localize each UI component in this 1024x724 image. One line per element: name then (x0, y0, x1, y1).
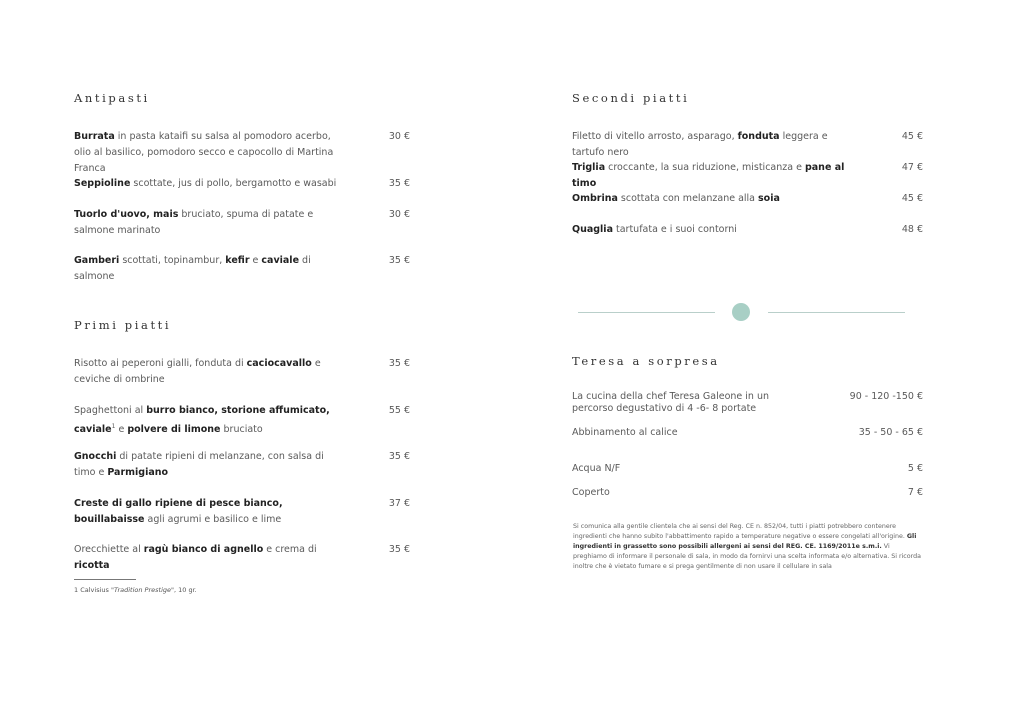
sorpresa-title: Teresa a sorpresa (572, 354, 720, 368)
allergen-disclaimer: Si comunica alla gentile clientela che ai sensi del Reg. CE n. 852/04, tutti i piatti potrebbero contenere ingredienti che hanno subito l'abbattimento rapido a temperature negative o essere congelati all'origine. Gli ingredienti in grassetto sono possibili allergeni ai sensi del REG. CE. 1169/2011e s.m.i. Vi preghiamo di informare il personale di sala, in modo da fornirvi una scelta informata e/o alternativa. Si ricorda inoltre che è vietato fumare e si prega gentilmente di non usare il cellulare in sala (573, 523, 921, 570)
item-price: 55 € (388, 405, 410, 416)
menu-item (572, 191, 924, 207)
item-description: Gamberi scottati, topinambur, kefir e caviale di salmone (74, 255, 311, 282)
item-description: Gnocchi di patate ripieni di melanzane, con salsa di timo e Parmigiano (74, 451, 324, 478)
item-price: 47 € (901, 162, 923, 173)
item-description: Acqua N/F (572, 463, 621, 474)
item-description: Quaglia tartufata e i suoi contorni (572, 224, 737, 235)
menu-item (74, 542, 414, 574)
item-price: 35 € (388, 358, 410, 369)
menu-item (572, 222, 924, 238)
item-description: Burrata in pasta kataifi su salsa al pomodoro acerbo, olio al basilico, pomodoro secco e capocollo di Martina Franca (74, 131, 334, 174)
item-price: 35 € (388, 255, 410, 266)
item-description: Risotto ai peperoni gialli, fonduta di caciocavallo e ceviche di ombrine (74, 358, 321, 385)
footnote: 1 Calvisius "Tradition Prestige", 10 gr. (74, 586, 197, 594)
footnote-divider (74, 579, 136, 580)
menu-item (74, 496, 414, 528)
menu-item (572, 461, 924, 477)
item-price: 35 € (388, 544, 410, 555)
item-price: 30 € (388, 131, 410, 142)
menu-item (572, 129, 924, 161)
menu-item (74, 403, 414, 438)
item-price: 5 € (907, 463, 923, 474)
menu-item (74, 176, 414, 192)
menu-item (572, 425, 924, 441)
menu-item (74, 449, 414, 481)
item-description: Triglia croccante, la sua riduzione, misticanza e pane al timo (572, 162, 845, 189)
menu-item (74, 207, 414, 239)
menu-item (572, 160, 924, 192)
item-price: 35 € (388, 451, 410, 462)
item-description: Filetto di vitello arrosto, asparago, fonduta leggera e tartufo nero (572, 131, 828, 158)
item-price: 37 € (388, 498, 410, 509)
item-price: 30 € (388, 209, 410, 220)
secondi-title: Secondi piatti (572, 91, 690, 105)
menu-item (74, 253, 414, 285)
antipasti-title: Antipasti (74, 91, 150, 105)
item-description: Coperto (572, 487, 610, 498)
item-description: Spaghettoni al burro bianco, storione affumicato, caviale$^1$ e polvere di limone bruciato (74, 405, 330, 436)
item-price: 7 € (907, 487, 923, 498)
menu-item (74, 356, 414, 388)
item-description: La cucina della chef Teresa Galeone in un percorso degustativo di 4 -6- 8 portate (572, 391, 770, 414)
item-description: Orecchiette al ragù bianco di agnello e crema di ricotta (74, 544, 317, 571)
divider-line-left (578, 312, 715, 313)
primi-title: Primi piatti (74, 318, 172, 332)
item-description: Ombrina scottata con melanzane alla soia (572, 193, 780, 204)
item-description: Tuorlo d'uovo, mais bruciato, spuma di patate e salmone marinato (74, 209, 314, 236)
menu-item (74, 129, 414, 177)
menu-item (572, 485, 924, 501)
item-price: 35 € (388, 178, 410, 189)
item-description: Creste di gallo ripiene di pesce bianco, bouillabaisse agli agrumi e basilico e lime (74, 498, 283, 525)
item-price: 90 - 120 -150 € (849, 391, 923, 402)
divider-line-right (768, 312, 905, 313)
item-price: 45 € (901, 193, 923, 204)
item-description: Abbinamento al calice (572, 427, 678, 438)
divider-dot (732, 303, 750, 321)
item-price: 45 € (901, 131, 923, 142)
item-description: Seppioline scottate, jus di pollo, bergamotto e wasabi (74, 178, 337, 189)
menu-item (572, 391, 924, 415)
item-price: 48 € (901, 224, 923, 235)
item-price: 35 - 50 - 65 € (858, 427, 923, 438)
